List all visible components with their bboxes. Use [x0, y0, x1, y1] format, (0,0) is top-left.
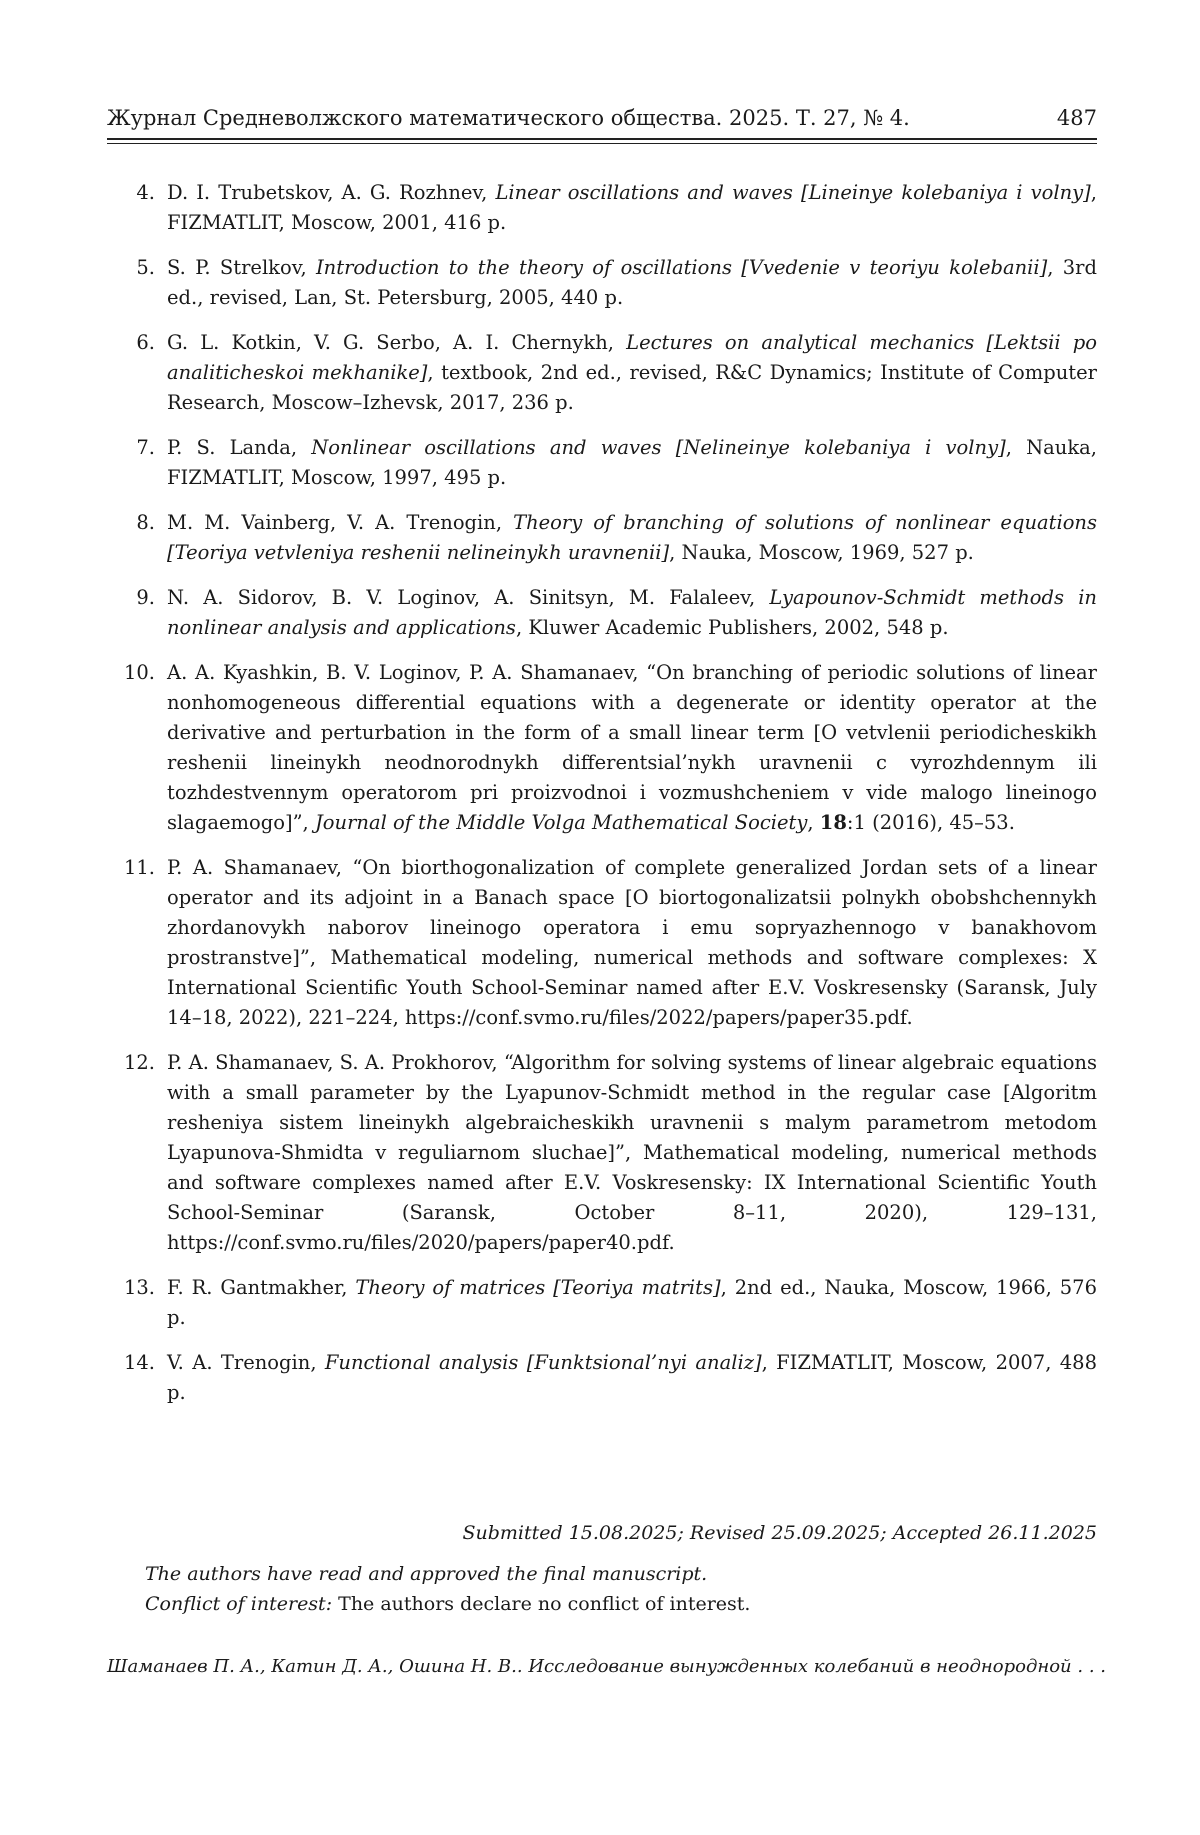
journal-title: Журнал Средневолжского математического общества. 2025. Т. 27, № 4.	[107, 106, 910, 130]
reference-pre: D. I. Trubetskov, A. G. Rozhnev,	[167, 181, 496, 204]
reference-text	[167, 658, 1097, 838]
running-footer: Шаманаев П. А., Катин Д. А., Ошина Н. В.. Исследование вынужденных колебаний в неоднородной . . .	[107, 1656, 1106, 1677]
reference-number: 14.	[123, 1351, 155, 1374]
reference-number: 4.	[136, 181, 155, 204]
reference-text	[167, 328, 1097, 418]
reference-italic: Introduction to the theory of oscillations [Vvedenie v teoriyu kolebanii]	[315, 256, 1048, 279]
reference-pre: S. P. Strelkov,	[167, 256, 316, 279]
reference-number: 10.	[123, 661, 155, 684]
reference-text	[167, 1348, 1097, 1408]
reference-item	[107, 1348, 1097, 1408]
reference-post: , textbook, 2nd ed., revised, R&C Dynamics; Institute of Computer Research, Moscow–Izhevsk, 2017, 236 p.	[167, 361, 1097, 414]
reference-post: ,	[807, 811, 820, 834]
reference-italic: Theory of matrices [Teoriya matrits]	[355, 1276, 721, 1299]
approval-note: The authors have read and approved the final manuscript.	[145, 1563, 708, 1585]
reference-post: , FIZMATLIT, Moscow, 2007, 488 p.	[167, 1351, 1097, 1404]
reference-text	[167, 853, 1097, 1033]
reference-item	[107, 853, 1097, 1033]
reference-italic: Linear oscillations and waves [Lineinye kolebaniya i volny]	[495, 181, 1091, 204]
reference-text	[167, 1048, 1097, 1258]
reference-text	[167, 1273, 1097, 1333]
reference-number: 13.	[123, 1276, 155, 1299]
reference-pre: P. A. Shamanaev, S. A. Prokhorov, “Algorithm for solving systems of linear algebraic equations with a small parameter by the Lyapunov-Schmidt method in the regular case [Algoritm resheniya sistem lineinykh algebraicheskikh uravnenii s malym parametrom metodom Lyapunova-Shmidta v reguliarnom sluchae]”, Mathematical modeling, numerical methods and software complexes named after E.V. Voskresensky: IX International Scientific Youth School-Seminar (Saransk, October 8–11, 2020), 129–131, https://conf.svmo.ru/files/2020/papers/paper40.pdf.	[167, 1051, 1097, 1254]
reference-item	[107, 328, 1097, 418]
header-rule-thick	[107, 138, 1097, 140]
references-list	[107, 178, 1097, 1423]
reference-pre: M. M. Vainberg, V. A. Trenogin,	[167, 511, 514, 534]
reference-item	[107, 1048, 1097, 1258]
reference-number: 9.	[136, 586, 155, 609]
conflict-text: The authors declare no conflict of interest.	[332, 1593, 751, 1615]
reference-number: 6.	[136, 331, 155, 354]
reference-post2: :1 (2016), 45–53.	[846, 811, 1015, 834]
reference-pre: P. S. Landa,	[167, 436, 312, 459]
reference-item	[107, 583, 1097, 643]
conflict-label: Conflict of interest:	[145, 1593, 333, 1615]
reference-item	[107, 253, 1097, 313]
reference-number: 8.	[136, 511, 155, 534]
reference-text	[167, 433, 1097, 493]
submission-dates: Submitted 15.08.2025; Revised 25.09.2025; Accepted 26.11.2025	[462, 1522, 1097, 1544]
reference-italic: Lectures on analytical mechanics [Lektsii po analiticheskoi mekhanike]	[167, 331, 1097, 384]
author-notes	[145, 1559, 1095, 1619]
reference-italic: Nonlinear oscillations and waves [Nelineinye kolebaniya i volny]	[311, 436, 1006, 459]
reference-bold: 18	[819, 811, 847, 834]
reference-italic: Lyapounov-Schmidt methods in nonlinear analysis and applications	[167, 586, 1097, 639]
reference-number: 7.	[136, 436, 155, 459]
reference-italic: Theory of branching of solutions of nonlinear equations [Teoriya vetvleniya reshenii nelineinykh uravnenii]	[167, 511, 1098, 564]
reference-post: , Nauka, Moscow, 1969, 527 p.	[669, 541, 974, 564]
reference-text	[167, 178, 1097, 238]
reference-text	[167, 508, 1097, 568]
reference-pre: G. L. Kotkin, V. G. Serbo, A. I. Chernykh,	[167, 331, 627, 354]
reference-number: 11.	[123, 856, 155, 879]
reference-post: , Kluwer Academic Publishers, 2002, 548 p.	[515, 616, 949, 639]
reference-text	[167, 253, 1097, 313]
reference-post: , FIZMATLIT, Moscow, 2001, 416 p.	[167, 181, 1097, 234]
conflict-note	[145, 1589, 1095, 1619]
page-number: 487	[1056, 106, 1097, 130]
reference-pre: A. A. Kyashkin, B. V. Loginov, P. A. Shamanaev, “On branching of periodic solutions of linear nonhomogeneous differential equations with a degenerate or identity operator at the derivative and perturbation in the form of a small linear term [O vetvlenii periodicheskikh reshenii lineinykh neodnorodnykh differentsial’nykh uravnenii c vyrozhdennym ili tozhdestvennym operatorom pri proizvodnoi i vozmushcheniem v vide malogo lineinogo slagaemogo]”,	[167, 661, 1097, 834]
reference-italic: Journal of the Middle Volga Mathematical Society	[314, 811, 808, 834]
reference-post: , Nauka, FIZMATLIT, Moscow, 1997, 495 p.	[167, 436, 1097, 489]
reference-item	[107, 658, 1097, 838]
running-header	[107, 104, 1097, 132]
reference-item	[107, 433, 1097, 493]
reference-pre: F. R. Gantmakher,	[167, 1276, 356, 1299]
reference-item	[107, 508, 1097, 568]
reference-item	[107, 178, 1097, 238]
reference-item	[107, 1273, 1097, 1333]
header-rule-thin	[107, 143, 1097, 144]
reference-italic: Functional analysis [Funktsional’nyi analiz]	[324, 1351, 762, 1374]
reference-post: , 2nd ed., Nauka, Moscow, 1966, 576 p.	[167, 1276, 1097, 1329]
reference-pre: N. A. Sidorov, B. V. Loginov, A. Sinitsyn, M. Falaleev,	[167, 586, 770, 609]
reference-post: , 3rd ed., revised, Lan, St. Petersburg, 2005, 440 p.	[167, 256, 1097, 309]
reference-pre: V. A. Trenogin,	[167, 1351, 325, 1374]
reference-pre: P. A. Shamanaev, “On biorthogonalization of complete generalized Jordan sets of a linear operator and its adjoint in a Banach space [O biortogonalizatsii polnykh obobshchennykh zhordanovykh naborov lineinogo operatora i emu sopryazhennogo v banakhovom prostranstve]”, Mathematical modeling, numerical methods and software complexes: X International Scientific Youth School-Seminar named after E.V. Voskresensky (Saransk, July 14–18, 2022), 221–224, https://conf.svmo.ru/files/2022/papers/paper35.pdf.	[167, 856, 1097, 1029]
reference-number: 12.	[123, 1051, 155, 1074]
reference-number: 5.	[136, 256, 155, 279]
reference-text	[167, 583, 1097, 643]
